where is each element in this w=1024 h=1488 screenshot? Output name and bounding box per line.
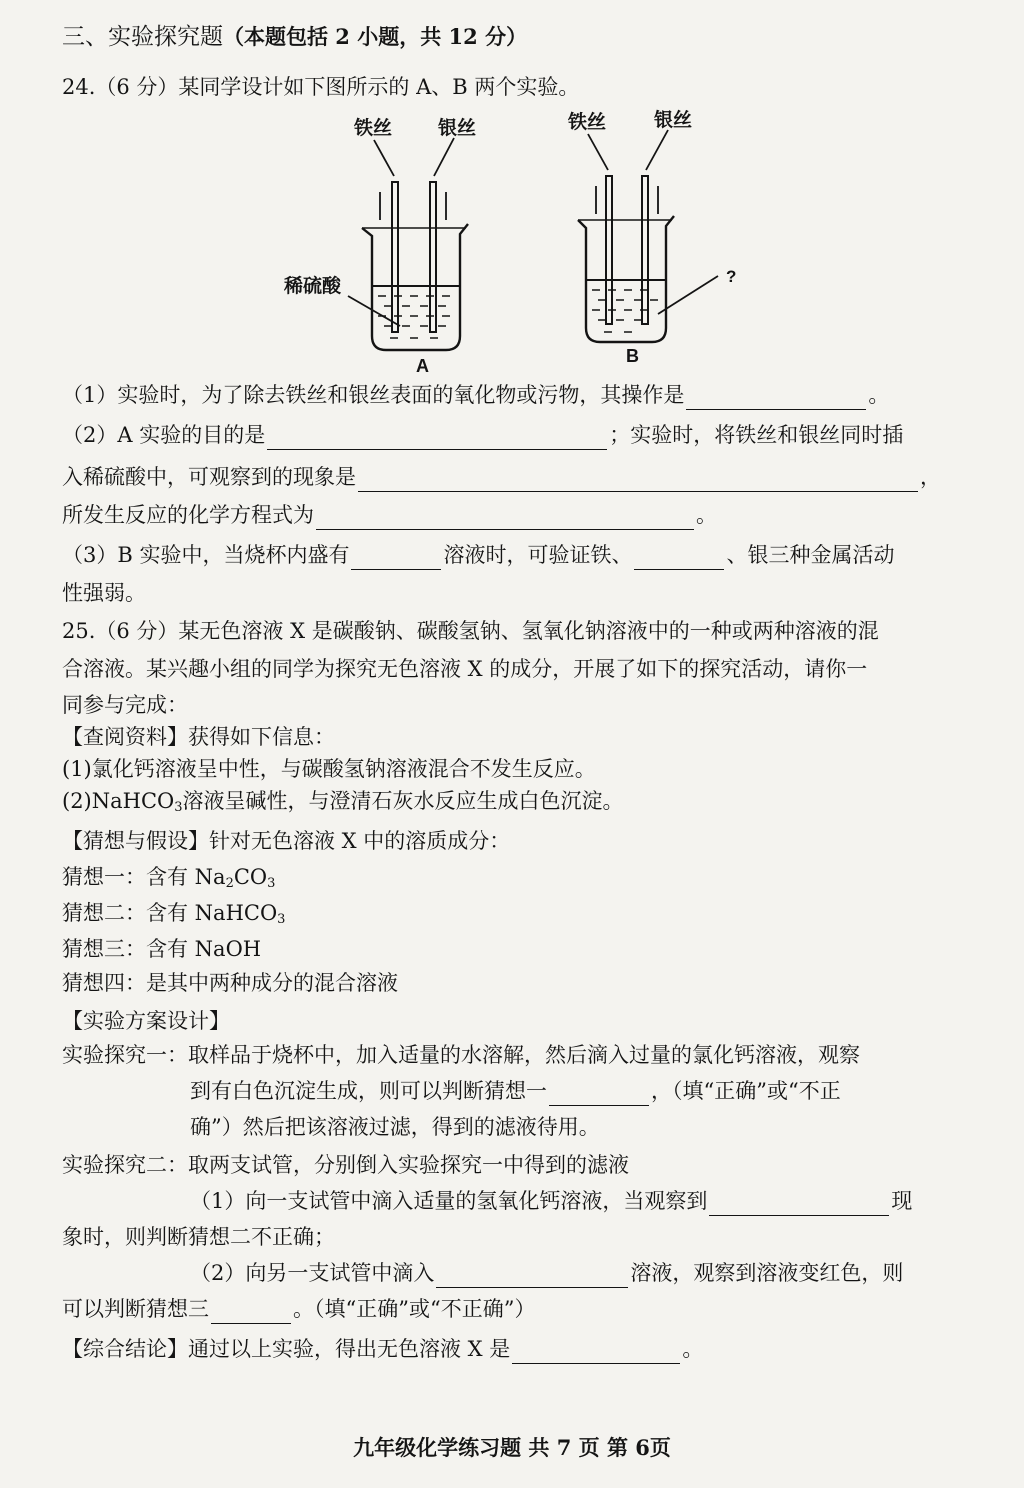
beaker-a-silver-wire (430, 182, 436, 332)
answer-blank-9[interactable] (436, 1265, 628, 1288)
q25-exp2-line2: （1）向一支试管中滴入适量的氢氧化钙溶液，当观察到 现 (190, 1186, 980, 1216)
q25-ref-title: 【查阅资料】获得如下信息： (62, 725, 335, 749)
q25-stem-2: 合溶液。某兴趣小组的同学为探究无色溶液 X 的成分，开展了如下的探究活动，请你一 (62, 657, 868, 681)
q24-part1: （1）实验时，为了除去铁丝和银丝表面的氧化物或污物，其操作是 。 (62, 380, 980, 410)
answer-blank-7[interactable] (549, 1083, 649, 1106)
q25-hyp-2: 猜想二：含有 NaHCO$_3$ (62, 901, 286, 927)
beaker-a-iron-wire (392, 182, 398, 332)
answer-blank-8[interactable] (709, 1193, 889, 1216)
beaker-b-silver-wire (642, 176, 648, 324)
beaker-figure (270, 100, 770, 380)
q25-stem-3: 同参与完成： (62, 693, 188, 717)
q24-part3-line2: 性强弱。 (62, 581, 146, 605)
q24-stem: 24.（6 分）某同学设计如下图所示的 A、B 两个实验。 (62, 75, 580, 99)
q25-conclusion: 【综合结论】通过以上实验，得出无色溶液 X 是 。 (62, 1334, 980, 1364)
label-b-iron: 铁丝 (568, 112, 607, 133)
q25-exp2-line4: （2）向另一支试管中滴入 溶液，观察到溶液变红色，则 (190, 1258, 980, 1288)
answer-blank-5[interactable] (351, 547, 441, 570)
q25-exp1-line2: 到有白色沉淀生成，则可以判断猜想一 ，（填“正确”或“不正 (190, 1076, 980, 1106)
liquid-pattern (378, 290, 658, 338)
beaker-b-iron-wire (606, 176, 612, 324)
q25-exp1-line3: 确”）然后把该溶液过滤，得到的滤液待用。 (190, 1115, 600, 1139)
page-footer: 九年级化学练习题 共 7 页 第 6页 (353, 1435, 671, 1460)
q24-part2-line1: （2）A 实验的目的是 ；实验时，将铁丝和银丝同时插 (62, 420, 980, 450)
section-heading (62, 22, 980, 52)
q25-ref-2: (2)NaHCO$_3$溶液呈碱性，与澄清石灰水反应生成白色沉淀。 (62, 789, 624, 815)
label-b-silver: 银丝 (654, 110, 693, 131)
q25-exp1-line1: 实验探究一：取样品于烧杯中，加入适量的水溶解，然后滴入过量的氯化钙溶液，观察 (62, 1043, 860, 1067)
q25-stem-1: 25.（6 分）某无色溶液 X 是碳酸钠、碳酸氢钠、氢氧化钠溶液中的一种或两种溶液的混 (62, 619, 879, 643)
q25-ref-1: (1)氯化钙溶液呈中性，与碳酸氢钠溶液混合不发生反应。 (62, 757, 596, 781)
label-beaker-b: B (626, 346, 639, 366)
q24-part2-line3: 所发生反应的化学方程式为 。 (62, 500, 980, 530)
answer-blank-1[interactable] (686, 387, 866, 410)
label-acid: 稀硫酸 (284, 276, 342, 297)
label-unknown: ? (726, 267, 737, 286)
section-note: （本题包括 2 小题，共 12 分） (223, 24, 528, 49)
answer-blank-2[interactable] (267, 427, 607, 450)
q25-hyp-1: 猜想一：含有 $Na_2CO_3$ (62, 865, 276, 891)
answer-blank-4[interactable] (316, 507, 694, 530)
q25-hyp-title: 【猜想与假设】针对无色溶液 X 中的溶质成分： (62, 829, 511, 853)
q25-hyp-3: 猜想三：含有 NaOH (62, 937, 262, 961)
q25-hyp-4: 猜想四：是其中两种成分的混合溶液 (62, 971, 398, 995)
q25-exp2-line5: 可以判断猜想三 。（填“正确”或“不正确”） (62, 1294, 980, 1324)
answer-blank-3[interactable] (358, 469, 918, 492)
label-a-silver: 银丝 (438, 118, 477, 139)
q24-part3-line1: （3）B 实验中，当烧杯内盛有 溶液时，可验证铁、 、银三种金属活动 (62, 540, 980, 570)
q25-exp2-line3: 象时，则判断猜想二不正确； (62, 1225, 335, 1249)
q24-part2-line2: 入稀硫酸中，可观察到的现象是 ， (62, 462, 980, 492)
label-beaker-a: A (416, 356, 429, 376)
q25-design-title: 【实验方案设计】 (62, 1009, 230, 1033)
section-title: 三、实验探究题 (62, 24, 223, 50)
q25-exp2-line1: 实验探究二：取两支试管，分别倒入实验探究一中得到的滤液 (62, 1153, 629, 1177)
label-a-iron: 铁丝 (354, 118, 393, 139)
answer-blank-6[interactable] (634, 547, 724, 570)
answer-blank-10[interactable] (211, 1301, 291, 1324)
answer-blank-11[interactable] (512, 1341, 680, 1364)
